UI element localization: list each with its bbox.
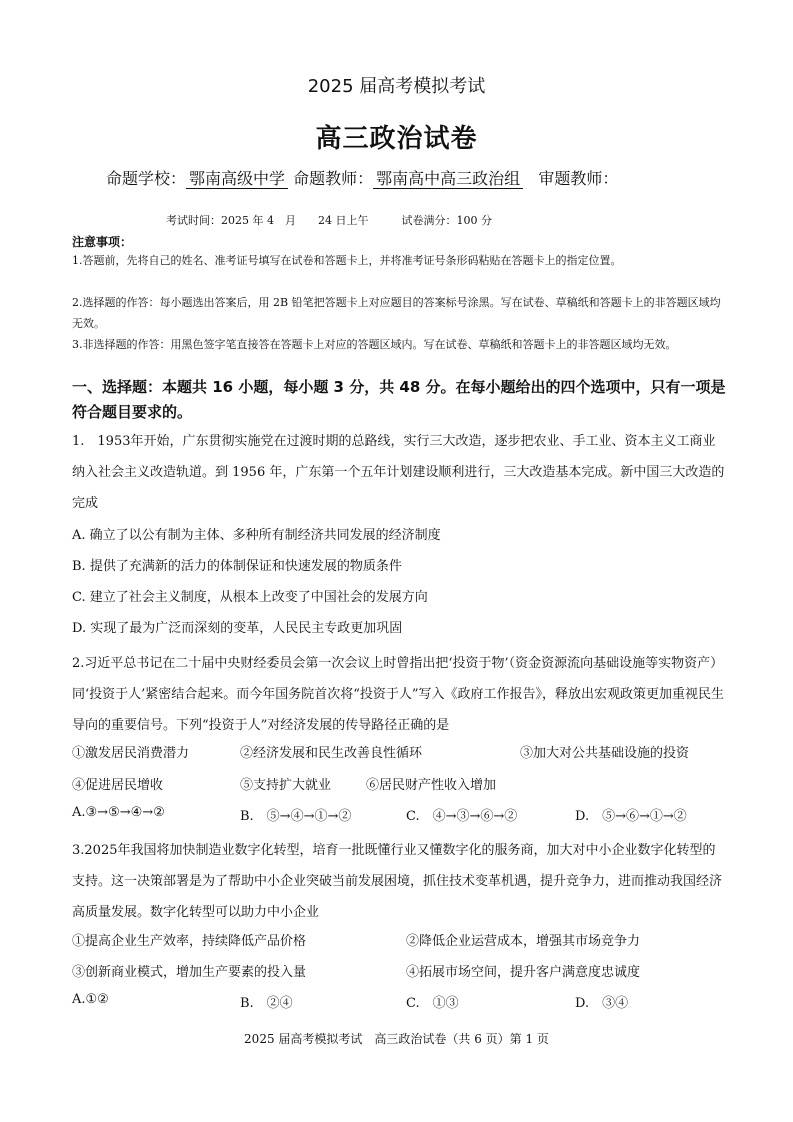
question-2-item: ⑤支持扩大就业 [240,778,332,793]
question-1-option-d: D. 实现了最为广泛而深刻的变革，人民民主专政更加巩固 [72,621,403,636]
question-1-option-c: C. 建立了社会主义制度，从根本上改变了中国社会的发展方向 [72,590,428,605]
question-2-option-a: A.③→⑤→④→② [72,805,165,820]
question-3-option-a: A.①② [72,992,109,1007]
question-2-stem: 2.习近平总书记在二十届中央财经委员会第一次会议上时曾指出把‘投资于物’（资金资源流向基础设施等实物资产）同‘投资于人’紧密结合起来。而今年国务院首次将“投资于人”写入《政府工作报告》，释放出宏观政策更加重视民生导向的重要信号。下列“投资于人”对经济发展的传导路径正确的是 [72,656,725,733]
school-label: 命题学校： [106,169,187,188]
setter-value: 鄂南高中高三政治组 [373,169,523,189]
question-2-item: ④促进居民增收 [72,778,164,793]
question-3-item: ④拓展市场空间，提升客户满意度忠诚度 [406,965,641,980]
question-3-item: ②降低企业运营成本，增强其市场竞争力 [406,934,641,949]
question-1-option-a: A. 确立了以公有制为主体、多种所有制经济共同发展的经济制度 [72,528,441,543]
question-2-option-d: D. ⑤→⑥→①→② [575,809,687,824]
question-2-item: ⑥居民财产性收入增加 [366,778,497,793]
setter-info-line [106,166,618,189]
note-item: 1.答题前，先将自己的姓名、准考证号填写在试卷和答题卡上，并将准考证号条形码粘贴在答题卡上的指定位置。 [72,254,622,267]
note-item: 3.非选择题的作答：用黑色签字笔直接答在答题卡上对应的答题区域内。写在试卷、草稿纸和答题卡上的非答题区域均无效。 [72,338,677,351]
question-3-option-c: C. ①③ [406,996,459,1011]
question-3-stem: 3.2025年我国将加快制造业数字化转型，培育一批既懂行业又懂数字化的服务商，加大对中小企业数字化转型的支持。这一决策部署是为了帮助中小企业突破当前发展困境，抓住技术变革机遇，提升竞争力，进而推动我国经济高质量发展。数字化转型可以助力中小企业 [72,843,723,920]
question-3-item: ①提高企业生产效率，持续降低产品价格 [72,934,307,949]
question-3-option-d: D. ③④ [575,996,629,1011]
question-1-option-b: B. 提供了充满新的活力的体制保证和快速发展的物质条件 [72,559,402,574]
question-3-option-b: B. ②④ [240,996,293,1011]
page-footer: 2025 届高考模拟考试 高三政治试卷（共 6 页）第 1 页 [244,1032,549,1046]
section-heading: 一、选择题：本题共 16 小题，每小题 3 分，共 48 分。在每小题给出的四个选项中，只有一项是符合题目要求的。 [72,378,726,421]
note-item: 2.选择题的作答：每小题选出答案后，用 2B 铅笔把答题卡上对应题目的答案标号涂黑。写在试卷、草稿纸和答题卡上的非答题区域均无效。 [72,296,721,330]
question-2-option-b: B. ⑤→④→①→② [240,809,352,824]
question-2-item: ①激发居民消费潜力 [72,746,190,761]
question-1-stem: 1. 1953年开始，广东贯彻实施党在过渡时期的总路线，实行三大改造，逐步把农业、手工业、资本主义工商业纳入社会主义改造轨道。到 1956 年，广东第一个五年计划建设顺利进行，三大改造基本完成。新中国三大改造的完成 [72,434,725,511]
paper-title: 高三政治试卷 [315,124,478,154]
reviewer-label: 审题教师： [538,169,619,188]
question-2-item: ②经济发展和民生改善良性循环 [240,746,423,761]
setter-label: 命题教师： [293,169,374,188]
school-value: 鄂南高级中学 [186,169,288,189]
question-2-item: ③加大对公共基础设施的投资 [520,746,690,761]
exam-title: 2025 届高考模拟考试 [307,76,486,97]
question-3-item: ③创新商业模式，增加生产要素的投入量 [72,965,307,980]
question-2-option-c: C. ④→③→⑥→② [406,809,518,824]
notes-heading: 注意事项： [72,235,133,249]
exam-info: 考试时间：2025 年 4 月 24 日上午 试卷满分：100 分 [166,214,492,227]
